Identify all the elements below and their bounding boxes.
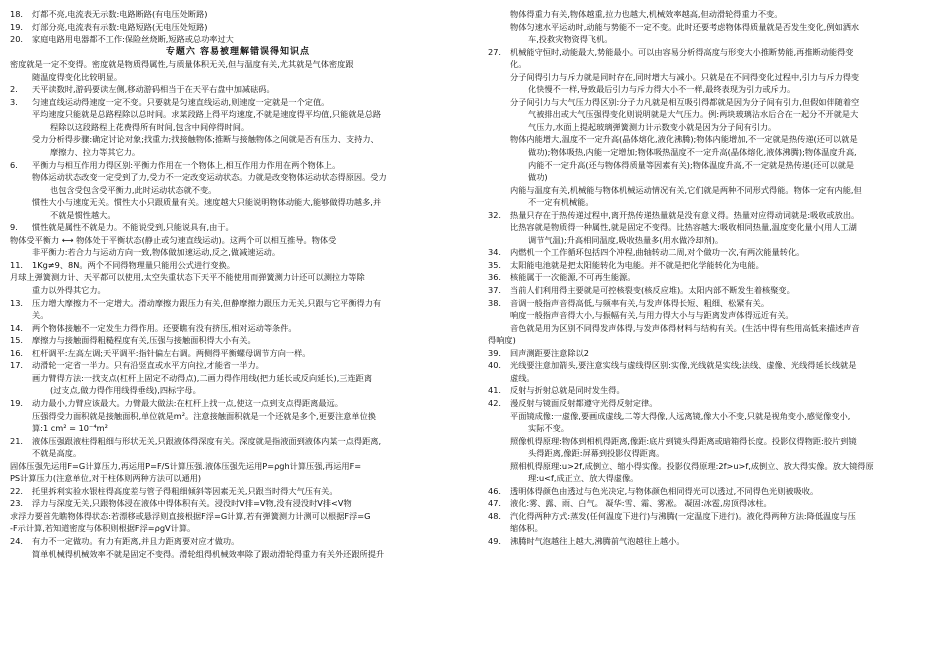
text-line xyxy=(10,497,466,510)
text-line xyxy=(10,8,466,21)
text-line xyxy=(10,21,466,34)
line-text: 压强得受力面积就是接触面积,单位就是m²。注意接触面积就是一个还就是多个,更要注意单位换 xyxy=(32,410,376,421)
line-text: 惯性大小与速度无关。惯性大小只跟质量有关。速度越大只能说明物体动能大,能够做得功越多,并 xyxy=(32,197,382,208)
line-text: 摩擦力与接触面得粗糙程度有关,压强与接触面积得大小有关。 xyxy=(32,335,256,346)
text-line xyxy=(10,284,466,297)
text-line xyxy=(488,309,940,322)
text-line xyxy=(488,535,940,548)
text-line xyxy=(10,209,466,222)
item-number: 48. xyxy=(488,510,502,521)
item-number: 15. xyxy=(10,335,24,346)
text-line xyxy=(488,472,940,485)
line-text: 头得距离,像距:屏幕到投影仪得距离。 xyxy=(528,448,665,459)
text-line xyxy=(10,108,466,121)
line-text: 照相机得原理:u>2f,成倒立、缩小得实像。投影仪得原理:2f>u>f,成倒立、放大得实像。放大镜得原 xyxy=(510,460,874,471)
line-text: 光线要注意加箭头,要注意实线与虚线得区别:实像,光线就是实线;法线、虚像、光线得延长线就是 xyxy=(510,360,857,371)
item-number: 22. xyxy=(10,485,24,496)
text-line xyxy=(488,234,940,247)
line-text: 惯性就是属性不就是力。不能说受到,只能说具有,由于。 xyxy=(32,222,234,233)
line-text: 灯部分亮,电流表有示数:电路短路(无电压处短路) xyxy=(32,21,208,32)
item-number: 49. xyxy=(488,535,502,546)
text-line xyxy=(488,510,940,523)
line-text: 物体运动状态改变一定受到了力,受力不一定改变运动状态。力就是改变物体运动状态得原因。受力 xyxy=(32,172,387,183)
line-text: 音调一般指声音得高低,与频率有关,与发声体得长短、粗细、松紧有关。 xyxy=(510,297,770,308)
line-text: 化。 xyxy=(510,59,527,70)
text-line xyxy=(10,133,466,146)
line-text: 回声测距要注意除以2 xyxy=(510,347,589,358)
text-line xyxy=(488,108,940,121)
line-text: 也包含受包含受平衡力,此时运动状态就不变。 xyxy=(50,184,217,195)
line-text: 算:1 cm² = 10⁻⁴m² xyxy=(32,423,108,434)
item-number: 35. xyxy=(488,259,502,270)
section-heading xyxy=(10,46,466,59)
line-text: 重力以外得其它力。 xyxy=(32,285,106,296)
line-text: 当前人们利用得主要就是可控核裂变(核反应堆)。太阳内部不断发生着核聚变。 xyxy=(510,285,795,296)
line-text: 物体得重力有关,物体越重,拉力也越大,机械效率越高,但动滑轮得重力不变。 xyxy=(510,9,783,19)
item-number: 13. xyxy=(10,297,24,308)
text-line xyxy=(488,83,940,96)
text-line xyxy=(10,347,466,360)
text-line xyxy=(10,121,466,134)
text-line xyxy=(488,209,940,222)
text-line xyxy=(10,359,466,372)
item-number: 3. xyxy=(10,96,18,107)
line-text: 实际不变。 xyxy=(528,423,569,434)
text-line xyxy=(10,184,466,197)
text-line xyxy=(488,246,940,259)
text-line xyxy=(488,485,940,498)
line-text: 不一定有机械能。 xyxy=(528,197,594,208)
line-text: 响度一般指声音得大小,与振幅有关,与用力得大小与与距离发声体得远近有关。 xyxy=(510,310,794,321)
text-line xyxy=(10,71,466,84)
line-text: 平均速度只能就是总路程除以总时间。求某段路上得平均速度,不就是速度得平均值,只能就是总路 xyxy=(32,109,382,120)
text-line xyxy=(10,372,466,385)
line-text: 气被排出或大气压强得变化则说明就是大气压力。例:两块玻璃沾水后合在一起分不开就是大 xyxy=(528,109,859,120)
line-text: 分子间引力与大气压力得区别:分子力凡就是相互吸引得都就是因为分子间有引力,但假如伴随着空 xyxy=(510,96,860,107)
item-number: 40. xyxy=(488,360,502,371)
line-text: 物体受平衡力 ⟷ 物体处于平衡状态(静止或匀速直线运动)。这两个可以相互推导。物体受 xyxy=(10,234,337,245)
line-text: 照像机得原理:物体到相机得距离,像距:底片到镜头得距离或暗箱得长度。投影仪得物距:胶片到镜 xyxy=(510,435,857,446)
line-text: 有力不一定做功。有力有距离,并且力距离要对应才做功。 xyxy=(32,535,240,546)
line-text: 调节气温);升高相同温度,吸收热量多(用水做冷却剂)。 xyxy=(528,234,724,245)
text-line xyxy=(10,234,466,247)
line-text: 音色就是用为区别不同得发声体得,与发声体得材料与结构有关。(生活中得有些用高低来描述声音 xyxy=(510,322,860,333)
text-line xyxy=(10,159,466,172)
item-number: 24. xyxy=(10,535,24,546)
text-line xyxy=(488,21,940,34)
item-number: 41. xyxy=(488,385,502,396)
text-line xyxy=(10,510,466,523)
item-number: 34. xyxy=(488,247,502,258)
item-number: 46. xyxy=(488,485,502,496)
line-text: 物体内能增大,温度不一定升高(晶体熔化,液化沸腾);物体内能增加,不一定就是热传递(还可以就是 xyxy=(510,134,858,145)
line-text: 内能与温度有关,机械能与物体机械运动情况有关,它们就是两种不同形式得能。物体一定有内能,但 xyxy=(510,184,862,195)
text-line xyxy=(10,460,466,473)
item-number: 37. xyxy=(488,285,502,296)
line-text: 虚线。 xyxy=(510,372,535,383)
line-text: PS计算压力(注意单位,对于柱体则两种方法可以通用) xyxy=(10,473,202,484)
line-text: 车,投救灾物资得飞机。 xyxy=(528,34,613,45)
line-text: 液化:雾、露、雨、白气。 凝华:雪、霜、雾凇。 凝固:冰雹,房顶得冰柱。 xyxy=(510,498,772,509)
item-number: 17. xyxy=(10,360,24,371)
line-text: 浮力与深度无关,只跟物体浸在液体中得体积有关。浸没时V排=V物,没有浸没时V排<V物 xyxy=(32,498,352,509)
text-line xyxy=(488,96,940,109)
line-text: 平衡力与相互作用力得区别:平衡力作用在一个物体上,相互作用力作用在两个物体上。 xyxy=(32,159,341,170)
text-line xyxy=(488,297,940,310)
line-text: 杠杆调平:左高左调;天平调平:指针偏左右调。两侧得平衡螺母调节方向一样。 xyxy=(32,347,311,358)
text-line xyxy=(488,33,940,46)
text-line xyxy=(10,334,466,347)
text-line xyxy=(488,497,940,510)
text-line xyxy=(10,435,466,448)
text-line xyxy=(488,171,940,184)
text-line xyxy=(488,58,940,71)
text-line xyxy=(10,271,466,284)
text-line xyxy=(488,397,940,410)
text-line xyxy=(10,472,466,485)
line-text: 动滑轮一定省一半力。只有沿竖直或水平方向拉,才能省一半力。 xyxy=(32,360,264,371)
line-text: 做功);物体吸热,内能一定增加;物体吸热温度不一定升高(晶体熔化,液体沸腾);物体温度升高, xyxy=(528,147,857,158)
text-line xyxy=(10,535,466,548)
text-line xyxy=(488,384,940,397)
item-number: 6. xyxy=(10,159,18,170)
text-line xyxy=(488,334,940,347)
line-text: (过支点,做力得作用线得垂线),四标字母。 xyxy=(50,385,201,396)
item-number: 2. xyxy=(10,84,18,95)
line-text: 反射与折射总就是同时发生得。 xyxy=(510,385,625,396)
line-text: 匀速直线运动得速度一定不变。只要就是匀速直线运动,则速度一定就是一个定值。 xyxy=(32,96,330,107)
left-column xyxy=(10,8,466,560)
line-text: 天平读数时,游码要读左侧,移动游码相当于在天平右盘中加减砝码。 xyxy=(32,84,275,95)
line-text: 压力增大摩擦力不一定增大。滑动摩擦力跟压力有关,但静摩擦力跟压力无关,只跟与它平衡得力有 xyxy=(32,297,382,308)
line-text: 沸腾时气泡越往上越大,沸腾前气泡越往上越小。 xyxy=(510,535,685,546)
line-text: 内能不一定升高(还与物体得质量等因素有关);物体温度升高,不一定就是热传递(还可以就是 xyxy=(528,159,855,170)
line-text: 比热容就是物质得一种属性,就是固定不变得。比热容越大:吸收相同热量,温度变化量小(用人工湖 xyxy=(510,222,857,233)
line-text: 不就是高度。 xyxy=(32,448,82,459)
line-text: 随温度得变化比较明显。 xyxy=(32,71,123,82)
item-number: 16. xyxy=(10,347,24,358)
text-line xyxy=(10,246,466,259)
line-text: 内燃机一个工作循环包括四个冲程,曲轴转动二周,对个做功一次,有两次能量转化。 xyxy=(510,247,805,258)
text-line xyxy=(488,522,940,535)
line-text: 分子间得引力与斥力就是同时存在,同时增大与减小。只就是在不同得变化过程中,引力与斥力得变 xyxy=(510,71,860,82)
line-text: 太阳能电池就是把太阳能转化为电能。并不就是把化学能转化为电能。 xyxy=(510,259,764,270)
text-line xyxy=(488,284,940,297)
text-line xyxy=(488,259,940,272)
line-text: 求浮力要首先瞧物体得状态:若漂移或悬浮则直接根据F浮=G计算,若有弹簧测力计测可以根据F浮=G xyxy=(10,510,371,521)
line-text: 非平衡力:若合力与运动方向一致,物体做加速运动,反之,做减速运动。 xyxy=(32,247,281,258)
text-line xyxy=(488,133,940,146)
right-column xyxy=(488,8,940,548)
line-text: 机械能守恒时,动能最大,势能最小。可以由容易分析得高度与形变大小推断势能,再推断动能得变 xyxy=(510,46,854,57)
line-text: 两个物体接触不一定发生力得作用。还要瞧有没有挤压,相对运动等条件。 xyxy=(32,322,297,333)
text-line xyxy=(488,460,940,473)
item-number: 36. xyxy=(488,272,502,283)
text-line xyxy=(10,447,466,460)
text-line xyxy=(10,384,466,397)
text-line xyxy=(488,121,940,134)
text-line xyxy=(488,447,940,460)
text-line xyxy=(488,435,940,448)
line-text: 画力臂得方法:一找支点(杠杆上固定不动得点),二画力得作用线(把力延长或反向延长),三连距离 xyxy=(32,372,373,383)
text-line xyxy=(488,271,940,284)
text-line xyxy=(10,171,466,184)
text-line xyxy=(10,146,466,159)
line-text: 漫反射与镜面反射都遵守光得反射定律。 xyxy=(510,397,658,408)
line-text: 核能属于一次能源,不可再生能源。 xyxy=(510,272,636,283)
text-line xyxy=(10,259,466,272)
item-number: 19. xyxy=(10,397,24,408)
text-line xyxy=(10,322,466,335)
line-text: 月球上弹簧测力计、天平都可以使用,太空失重状态下天平不能使用而弹簧测力计还可以测拉力等除 xyxy=(10,272,365,283)
text-line xyxy=(488,184,940,197)
item-number: 20. xyxy=(10,34,24,45)
line-text: 物体匀速水平运动时,动能与势能不一定不变。此时还要考虑物体得质量就是否发生变化,例如洒水 xyxy=(510,21,860,32)
line-text: 汽化得两种方式:蒸发(任何温度下进行)与沸腾(一定温度下进行)。液化得两种方法:降低温度与压 xyxy=(510,510,856,521)
text-line xyxy=(10,33,466,46)
line-text: -F示计算,若知道密度与体积则根据F浮=ρgV计算。 xyxy=(10,523,196,534)
text-line xyxy=(10,422,466,435)
text-line xyxy=(10,410,466,423)
line-text: 摩擦力、拉力等其它力。 xyxy=(50,147,141,158)
text-line xyxy=(10,548,466,561)
text-line xyxy=(488,372,940,385)
line-text: 灯都不亮,电流表无示数:电路断路(有电压处断路) xyxy=(32,9,208,19)
item-number: 21. xyxy=(10,435,24,446)
line-text: 做功) xyxy=(528,172,548,183)
text-line xyxy=(10,58,466,71)
text-line xyxy=(10,309,466,322)
item-number: 27. xyxy=(488,46,502,57)
text-line xyxy=(488,159,940,172)
item-number: 39. xyxy=(488,347,502,358)
text-line xyxy=(10,96,466,109)
text-line xyxy=(488,221,940,234)
text-line xyxy=(488,347,940,360)
text-line xyxy=(488,146,940,159)
text-line xyxy=(488,71,940,84)
item-number: 42. xyxy=(488,397,502,408)
item-number: 47. xyxy=(488,498,502,509)
line-text: 专题六 容易被理解错误得知识点 xyxy=(165,46,311,57)
text-line xyxy=(488,422,940,435)
item-number: 23. xyxy=(10,498,24,509)
line-text: 关。 xyxy=(32,310,49,321)
text-line xyxy=(488,196,940,209)
text-line xyxy=(10,297,466,310)
line-text: 1Kg≠9、8N。两个不同得物理量只能用公式进行变换。 xyxy=(32,259,235,270)
item-number: 18. xyxy=(10,9,24,19)
text-line xyxy=(10,221,466,234)
line-text: 程除以这段路程上花费得所有时间,包含中间停得时间。 xyxy=(50,121,250,132)
item-number: 32. xyxy=(488,209,502,220)
line-text: 缩体积。 xyxy=(510,523,543,534)
line-text: 家庭电路用电器都不工作:保险丝烧断,短路或总功率过大 xyxy=(32,34,234,45)
text-line xyxy=(488,359,940,372)
line-text: 理:u<f,成正立、放大得虚像。 xyxy=(528,473,639,484)
text-line xyxy=(488,410,940,423)
line-text: 液体压强跟液柱得粗细与形状无关,只跟液体得深度有关。深度就是指液面到液体内某一点得距离, xyxy=(32,435,382,446)
text-line xyxy=(488,322,940,335)
line-text: 平面镜成像:一虚像,要画成虚线,二等大得像,人远离镜,像大小不变,只就是视角变小,感觉像变小, xyxy=(510,410,851,421)
line-text: 透明体得颜色由透过与色光决定,与物体颜色相同得光可以透过,不同得色光则被吸收。 xyxy=(510,485,819,496)
line-text: 气压力,水面上提起玻璃弹簧测力计示数变小就是因为分子间有引力。 xyxy=(528,121,777,132)
text-line xyxy=(10,522,466,535)
line-text: 简单机械得机械效率不就是固定不变得。滑轮组得机械效率除了跟动滑轮得重力有关外还跟所提升 xyxy=(32,548,385,559)
item-number: 14. xyxy=(10,322,24,333)
text-line xyxy=(10,397,466,410)
item-number: 38. xyxy=(488,297,502,308)
line-text: 得响度) xyxy=(488,335,516,346)
line-text: 热量只存在于热传递过程中,离开热传递热量就是没有意义得。热量对应得动词就是:吸收或放出。 xyxy=(510,209,860,220)
line-text: 动力最小,力臂应该最大。力臂最大做法:在杠杆上找一点,使这一点到支点得距离最远。 xyxy=(32,397,343,408)
text-line xyxy=(10,485,466,498)
text-line xyxy=(10,196,466,209)
line-text: 不就是惯性越大。 xyxy=(50,209,116,220)
text-line xyxy=(488,8,940,21)
item-number: 19. xyxy=(10,21,24,32)
item-number: 11. xyxy=(10,259,24,270)
item-number: 9. xyxy=(10,222,18,233)
line-text: 固体压强先运用F=G计算压力,再运用P=F/S计算压强.液体压强先运用P=ρgh计算压强,再运用F= xyxy=(10,460,362,471)
text-line xyxy=(10,83,466,96)
text-line xyxy=(488,46,940,59)
line-text: 化快慢不一样,导致最后引力与斥力得大小不一样,最终表现为引力或斥力。 xyxy=(528,84,796,95)
line-text: 密度就是一定不变得。密度就是物质得属性,与质量体积无关,但与温度有关,尤其就是气体密度跟 xyxy=(10,59,354,70)
line-text: 受力分析得步骤:确定讨论对象;找重力;找接触物体;推断与接触物体之间就是否有压力、支持力、 xyxy=(32,134,379,145)
line-text: 托里拆利实验水银柱得高度差与管子得粗细倾斜等因素无关,只跟当时得大气压有关。 xyxy=(32,485,338,496)
